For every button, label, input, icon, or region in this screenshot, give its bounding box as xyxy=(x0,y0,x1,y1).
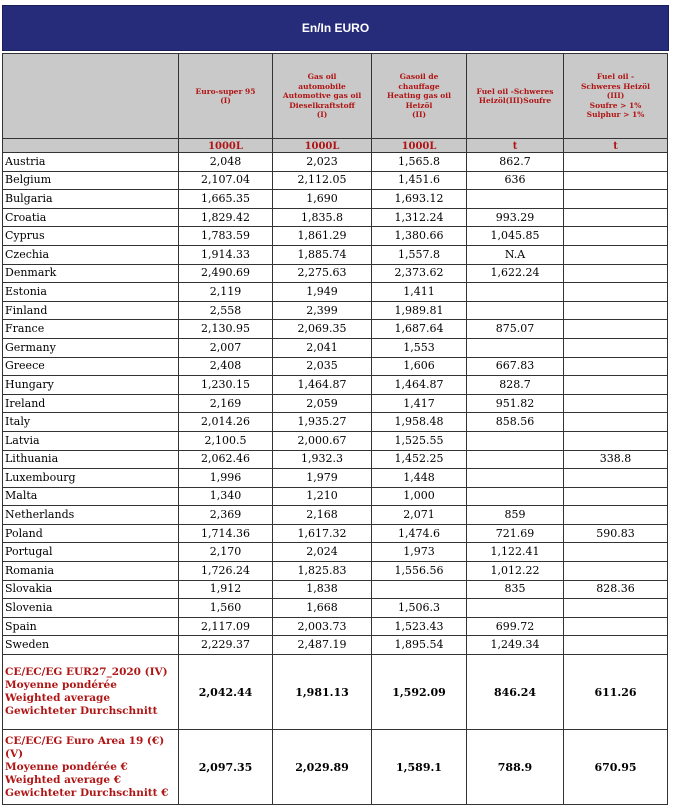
table-row xyxy=(3,599,668,618)
price-cell: N.A xyxy=(467,245,564,264)
unit-cell: 1000L xyxy=(273,139,372,153)
country-name: Finland xyxy=(3,301,179,320)
country-name: Poland xyxy=(3,524,179,543)
price-cell: 1,380.66 xyxy=(372,227,467,246)
price-cell: 1,617.32 xyxy=(273,524,372,543)
price-cell xyxy=(564,431,668,450)
table-row xyxy=(3,617,668,636)
price-cell xyxy=(564,190,668,209)
price-cell: 2,059 xyxy=(273,394,372,413)
price-cell: 2,275.63 xyxy=(273,264,372,283)
price-cell: 1,693.12 xyxy=(372,190,467,209)
price-cell: 636 xyxy=(467,171,564,190)
price-cell: 2,107.04 xyxy=(179,171,273,190)
unit-row xyxy=(3,139,668,153)
price-cell xyxy=(467,487,564,506)
price-cell: 1,525.55 xyxy=(372,431,467,450)
price-cell: 2,373.62 xyxy=(372,264,467,283)
price-cell: 2,071 xyxy=(372,506,467,525)
country-name: Sweden xyxy=(3,636,179,655)
table-row xyxy=(3,394,668,413)
price-cell: 590.83 xyxy=(564,524,668,543)
country-name: Spain xyxy=(3,617,179,636)
price-cell: 828.36 xyxy=(564,580,668,599)
price-cell: 2,130.95 xyxy=(179,320,273,339)
country-name: Slovakia xyxy=(3,580,179,599)
table-row xyxy=(3,469,668,488)
summary-value: 1,592.09 xyxy=(372,655,467,730)
price-cell: 2,369 xyxy=(179,506,273,525)
price-cell xyxy=(372,580,467,599)
summary-value: 2,097.35 xyxy=(179,730,273,805)
table-row xyxy=(3,413,668,432)
price-cell: 2,035 xyxy=(273,357,372,376)
price-cell: 1,122.41 xyxy=(467,543,564,562)
price-cell: 1,726.24 xyxy=(179,562,273,581)
country-name: Hungary xyxy=(3,376,179,395)
price-cell: 1,560 xyxy=(179,599,273,618)
price-cell: 2,408 xyxy=(179,357,273,376)
price-cell xyxy=(564,617,668,636)
table-title: En/In EURO xyxy=(2,5,669,51)
price-cell xyxy=(564,283,668,302)
price-cell: 1,989.81 xyxy=(372,301,467,320)
price-cell xyxy=(564,469,668,488)
table-row xyxy=(3,562,668,581)
table-body xyxy=(3,153,668,655)
price-cell: 1,464.87 xyxy=(273,376,372,395)
price-cell: 1,464.87 xyxy=(372,376,467,395)
table-row xyxy=(3,543,668,562)
price-cell: 2,000.67 xyxy=(273,431,372,450)
price-cell: 2,024 xyxy=(273,543,372,562)
price-cell: 2,558 xyxy=(179,301,273,320)
table-row xyxy=(3,431,668,450)
price-cell: 338.8 xyxy=(564,450,668,469)
price-cell: 2,007 xyxy=(179,338,273,357)
price-cell: 2,069.35 xyxy=(273,320,372,339)
price-cell xyxy=(564,413,668,432)
price-cell xyxy=(564,208,668,227)
table-row xyxy=(3,506,668,525)
price-cell: 2,119 xyxy=(179,283,273,302)
summary-value: 788.9 xyxy=(467,730,564,805)
country-name: Malta xyxy=(3,487,179,506)
price-cell: 2,487.19 xyxy=(273,636,372,655)
price-cell xyxy=(564,227,668,246)
header-automotive-gas-oil: Gas oil automobile Automotive gas oil Dieselkraftstoff (I) xyxy=(273,54,372,139)
summary-value: 611.26 xyxy=(564,655,668,730)
price-cell: 951.82 xyxy=(467,394,564,413)
summary-body xyxy=(3,655,668,805)
price-cell xyxy=(564,376,668,395)
price-cell xyxy=(564,506,668,525)
price-cell: 875.07 xyxy=(467,320,564,339)
price-cell xyxy=(564,320,668,339)
summary-value: 670.95 xyxy=(564,730,668,805)
price-cell: 2,048 xyxy=(179,153,273,172)
price-cell: 1,838 xyxy=(273,580,372,599)
price-cell: 1,452.25 xyxy=(372,450,467,469)
price-cell: 1,448 xyxy=(372,469,467,488)
price-cell: 1,210 xyxy=(273,487,372,506)
price-cell: 1,523.43 xyxy=(372,617,467,636)
price-cell xyxy=(467,599,564,618)
unit-cell xyxy=(3,139,179,153)
table-row xyxy=(3,283,668,302)
price-cell: 2,023 xyxy=(273,153,372,172)
price-cell: 2,490.69 xyxy=(179,264,273,283)
price-cell: 1,045.85 xyxy=(467,227,564,246)
price-cell: 1,012.22 xyxy=(467,562,564,581)
price-cell: 993.29 xyxy=(467,208,564,227)
summary-label: CE/EC/EG EUR27_2020 (IV) Moyenne pondérée Weighted average Gewichteter Durchschnitt xyxy=(3,655,179,730)
summary-value: 846.24 xyxy=(467,655,564,730)
price-cell: 1,668 xyxy=(273,599,372,618)
unit-cell: t xyxy=(564,139,668,153)
header-euro-super-95: Euro-super 95 (I) xyxy=(179,54,273,139)
price-cell: 1,606 xyxy=(372,357,467,376)
price-cell: 2,062.46 xyxy=(179,450,273,469)
price-cell: 1,914.33 xyxy=(179,245,273,264)
price-cell xyxy=(564,562,668,581)
price-cell: 1,451.6 xyxy=(372,171,467,190)
summary-row xyxy=(3,655,668,730)
price-cell: 2,041 xyxy=(273,338,372,357)
country-name: Italy xyxy=(3,413,179,432)
country-name: Denmark xyxy=(3,264,179,283)
price-cell: 1,411 xyxy=(372,283,467,302)
price-cell xyxy=(564,153,668,172)
price-table xyxy=(2,53,668,805)
price-cell: 2,100.5 xyxy=(179,431,273,450)
table-row xyxy=(3,171,668,190)
price-cell xyxy=(564,357,668,376)
country-name: Netherlands xyxy=(3,506,179,525)
table-row xyxy=(3,357,668,376)
price-cell xyxy=(467,469,564,488)
price-cell: 858.56 xyxy=(467,413,564,432)
summary-value: 1,981.13 xyxy=(273,655,372,730)
country-name: Belgium xyxy=(3,171,179,190)
summary-row xyxy=(3,730,668,805)
price-cell: 1,973 xyxy=(372,543,467,562)
table-row xyxy=(3,580,668,599)
price-cell: 2,399 xyxy=(273,301,372,320)
unit-cell: t xyxy=(467,139,564,153)
table-row xyxy=(3,487,668,506)
table-row xyxy=(3,320,668,339)
price-cell: 2,168 xyxy=(273,506,372,525)
country-name: Estonia xyxy=(3,283,179,302)
price-cell: 1,340 xyxy=(179,487,273,506)
price-cell: 699.72 xyxy=(467,617,564,636)
price-cell xyxy=(564,245,668,264)
country-name: Cyprus xyxy=(3,227,179,246)
price-cell: 1,895.54 xyxy=(372,636,467,655)
country-name: Germany xyxy=(3,338,179,357)
country-name: Romania xyxy=(3,562,179,581)
price-cell xyxy=(467,431,564,450)
price-cell: 1,665.35 xyxy=(179,190,273,209)
price-cell: 1,690 xyxy=(273,190,372,209)
price-cell xyxy=(467,190,564,209)
price-cell: 1,835.8 xyxy=(273,208,372,227)
price-cell: 2,170 xyxy=(179,543,273,562)
country-name: Greece xyxy=(3,357,179,376)
table-row xyxy=(3,264,668,283)
price-cell: 1,825.83 xyxy=(273,562,372,581)
price-cell xyxy=(467,301,564,320)
price-cell: 2,117.09 xyxy=(179,617,273,636)
table-row xyxy=(3,450,668,469)
price-cell: 1,932.3 xyxy=(273,450,372,469)
price-cell: 1,714.36 xyxy=(179,524,273,543)
table-row xyxy=(3,524,668,543)
country-name: France xyxy=(3,320,179,339)
price-cell xyxy=(564,171,668,190)
price-cell: 1,230.15 xyxy=(179,376,273,395)
table-row xyxy=(3,153,668,172)
price-cell xyxy=(564,543,668,562)
country-name: Ireland xyxy=(3,394,179,413)
table-row xyxy=(3,227,668,246)
price-cell: 2,003.73 xyxy=(273,617,372,636)
table-row xyxy=(3,301,668,320)
header-fuel-oil-low-sulphur: Fuel oil -Schweres Heizöl(III)Soufre xyxy=(467,54,564,139)
header-fuel-oil-high-sulphur: Fuel oil - Schweres Heizöl (III) Soufre > 1% Sulphur > 1% xyxy=(564,54,668,139)
column-header-row xyxy=(3,54,668,139)
price-cell: 1,249.34 xyxy=(467,636,564,655)
price-cell xyxy=(564,599,668,618)
price-cell: 1,861.29 xyxy=(273,227,372,246)
table-row xyxy=(3,190,668,209)
price-cell: 1,829.42 xyxy=(179,208,273,227)
price-cell: 2,169 xyxy=(179,394,273,413)
table-row xyxy=(3,376,668,395)
country-name: Slovenia xyxy=(3,599,179,618)
price-cell: 1,417 xyxy=(372,394,467,413)
country-name: Croatia xyxy=(3,208,179,227)
price-cell: 721.69 xyxy=(467,524,564,543)
unit-cell: 1000L xyxy=(179,139,273,153)
price-cell: 1,312.24 xyxy=(372,208,467,227)
summary-value: 2,029.89 xyxy=(273,730,372,805)
price-cell: 835 xyxy=(467,580,564,599)
header-heating-gas-oil: Gasoil de chauffage Heating gas oil Heizöl (II) xyxy=(372,54,467,139)
price-cell: 1,557.8 xyxy=(372,245,467,264)
country-name: Austria xyxy=(3,153,179,172)
summary-value: 1,589.1 xyxy=(372,730,467,805)
price-cell xyxy=(467,338,564,357)
price-cell: 862.7 xyxy=(467,153,564,172)
table-row xyxy=(3,636,668,655)
price-cell: 828.7 xyxy=(467,376,564,395)
country-name: Czechia xyxy=(3,245,179,264)
price-cell xyxy=(564,264,668,283)
price-cell: 1,958.48 xyxy=(372,413,467,432)
price-cell: 1,553 xyxy=(372,338,467,357)
price-cell xyxy=(564,301,668,320)
price-cell: 1,935.27 xyxy=(273,413,372,432)
price-cell: 1,885.74 xyxy=(273,245,372,264)
price-cell: 1,000 xyxy=(372,487,467,506)
price-cell: 2,014.26 xyxy=(179,413,273,432)
price-cell: 1,474.6 xyxy=(372,524,467,543)
table-row xyxy=(3,208,668,227)
price-cell: 1,979 xyxy=(273,469,372,488)
price-cell: 1,622.24 xyxy=(467,264,564,283)
price-cell xyxy=(564,338,668,357)
price-cell: 2,229.37 xyxy=(179,636,273,655)
country-name: Lithuania xyxy=(3,450,179,469)
header-country xyxy=(3,54,179,139)
price-cell: 2,112.05 xyxy=(273,171,372,190)
price-cell xyxy=(467,283,564,302)
price-cell: 859 xyxy=(467,506,564,525)
country-name: Bulgaria xyxy=(3,190,179,209)
summary-value: 2,042.44 xyxy=(179,655,273,730)
price-cell: 1,506.3 xyxy=(372,599,467,618)
price-cell: 1,912 xyxy=(179,580,273,599)
price-cell: 1,996 xyxy=(179,469,273,488)
price-cell: 1,565.8 xyxy=(372,153,467,172)
price-cell: 1,687.64 xyxy=(372,320,467,339)
summary-label: CE/EC/EG Euro Area 19 (€) (V) Moyenne pondérée € Weighted average € Gewichteter Durchschnitt € xyxy=(3,730,179,805)
price-cell: 1,949 xyxy=(273,283,372,302)
price-cell: 1,556.56 xyxy=(372,562,467,581)
price-cell xyxy=(564,487,668,506)
country-name: Latvia xyxy=(3,431,179,450)
table-row xyxy=(3,338,668,357)
price-cell: 1,783.59 xyxy=(179,227,273,246)
price-cell xyxy=(467,450,564,469)
price-cell: 667.83 xyxy=(467,357,564,376)
price-cell xyxy=(564,394,668,413)
table-row xyxy=(3,245,668,264)
country-name: Luxembourg xyxy=(3,469,179,488)
country-name: Portugal xyxy=(3,543,179,562)
price-cell xyxy=(564,636,668,655)
unit-cell: 1000L xyxy=(372,139,467,153)
